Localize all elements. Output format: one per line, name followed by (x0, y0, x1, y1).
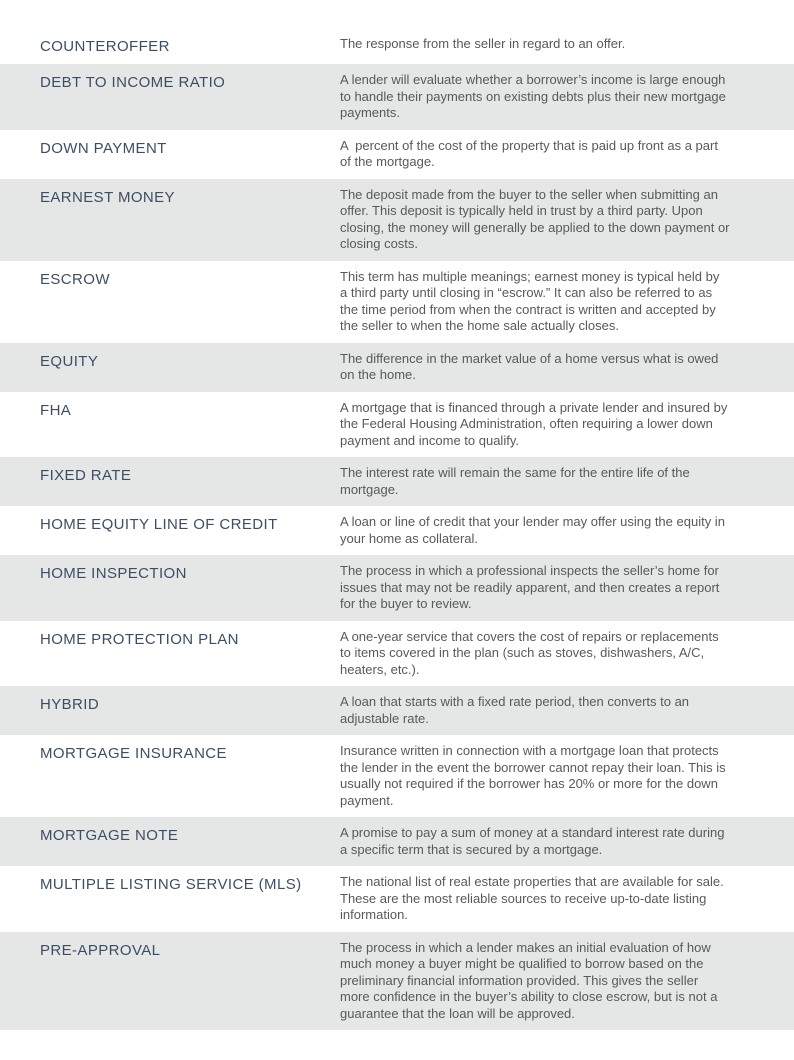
glossary-definition: A one-year service that covers the cost of repairs or replacements to items covered in the plan (such as stoves, dishwashers, A/C, heaters, etc.). (340, 628, 723, 677)
glossary-term: HOME EQUITY LINE OF CREDIT (40, 516, 278, 533)
glossary-term: MULTIPLE LISTING SERVICE (MLS) (40, 876, 302, 893)
glossary-definition: A lender will evaluate whether a borrower’s income is large enough to handle their payments on existing debts plus their new mortgage payments. (340, 72, 730, 120)
glossary-row (0, 130, 794, 179)
glossary-list (0, 28, 794, 1030)
glossary-row (0, 506, 794, 555)
glossary-term: PRE-APPROVAL (40, 941, 161, 959)
glossary-definition: A mortgage that is financed through a private lender and insured by the Federal Housing Administration, often requiring a lower down payment and income to qualify. (340, 399, 731, 448)
glossary-row (0, 28, 794, 64)
glossary-definition: A promise to pay a sum of money at a standard interest rate during a specific term that is secured by a mortgage. (340, 825, 729, 857)
glossary-term: DEBT TO INCOME RATIO (40, 74, 226, 91)
glossary-row (0, 621, 794, 687)
glossary-definition: The process in which a lender makes an initial evaluation of how much money a buyer might be qualified to borrow based on the preliminary financial information provided. This gives the seller more confidence in the buyer’s ability to close escrow, but is not a guarantee that the loan will be approved. (340, 939, 722, 1021)
glossary-definition: A loan that starts with a fixed rate period, then converts to an adjustable rate. (340, 694, 693, 726)
glossary-term: HOME PROTECTION PLAN (40, 630, 239, 648)
glossary-term: MORTGAGE INSURANCE (40, 745, 227, 762)
glossary-row (0, 457, 794, 506)
glossary-row (0, 932, 794, 1031)
glossary-definition: A percent of the cost of the property that is paid up front as a part of the mortgage. (340, 137, 722, 169)
glossary-term: FHA (40, 401, 72, 419)
glossary-term: MORTGAGE NOTE (40, 827, 179, 844)
glossary-term: FIXED RATE (40, 467, 132, 484)
glossary-row (0, 179, 794, 261)
glossary-row (0, 735, 794, 817)
glossary-term: DOWN PAYMENT (40, 139, 167, 157)
glossary-row (0, 686, 794, 735)
glossary-row (0, 866, 794, 932)
glossary-row (0, 392, 794, 458)
glossary-term: COUNTEROFFER (40, 38, 170, 55)
glossary-definition: Insurance written in connection with a mortgage loan that protects the lender in the event the borrower cannot repay their loan. This is usually not required if the borrower has 20% or more for the down payment. (340, 743, 730, 808)
glossary-term: HOME INSPECTION (40, 565, 187, 582)
glossary-row (0, 64, 794, 130)
glossary-definition: The process in which a professional inspects the seller’s home for issues that may not be readily apparent, and then creates a report for the buyer to review. (340, 563, 724, 611)
glossary-row (0, 343, 794, 392)
glossary-term: EARNEST MONEY (40, 188, 175, 206)
glossary-row (0, 817, 794, 866)
glossary-definition: The national list of real estate properties that are available for sale. These are the most reliable sources to receive up-to-date listing information. (340, 874, 728, 922)
glossary-definition: A loan or line of credit that your lender may offer using the equity in your home as collateral. (340, 514, 729, 546)
glossary-definition: This term has multiple meanings; earnest money is typical held by a third party until closing in “escrow.” It can also be referred to as the time period from when the contract is written and accepted by the seller to when the home sale actually closes. (340, 268, 723, 333)
glossary-definition: The interest rate will remain the same for the entire life of the mortgage. (340, 465, 694, 497)
glossary-definition: The difference in the market value of a home versus what is owed on the home. (340, 350, 723, 382)
glossary-row (0, 261, 794, 343)
glossary-definition: The deposit made from the buyer to the seller when submitting an offer. This deposit is typically held in trust by a third party. Upon closing, the money will generally be applied to the down payment or closing costs. (340, 186, 734, 251)
glossary-term: ESCROW (40, 270, 110, 288)
glossary-term: HYBRID (40, 696, 100, 713)
glossary-definition: The response from the seller in regard to an offer. (340, 36, 626, 51)
glossary-row (0, 555, 794, 621)
glossary-term: EQUITY (40, 352, 99, 370)
